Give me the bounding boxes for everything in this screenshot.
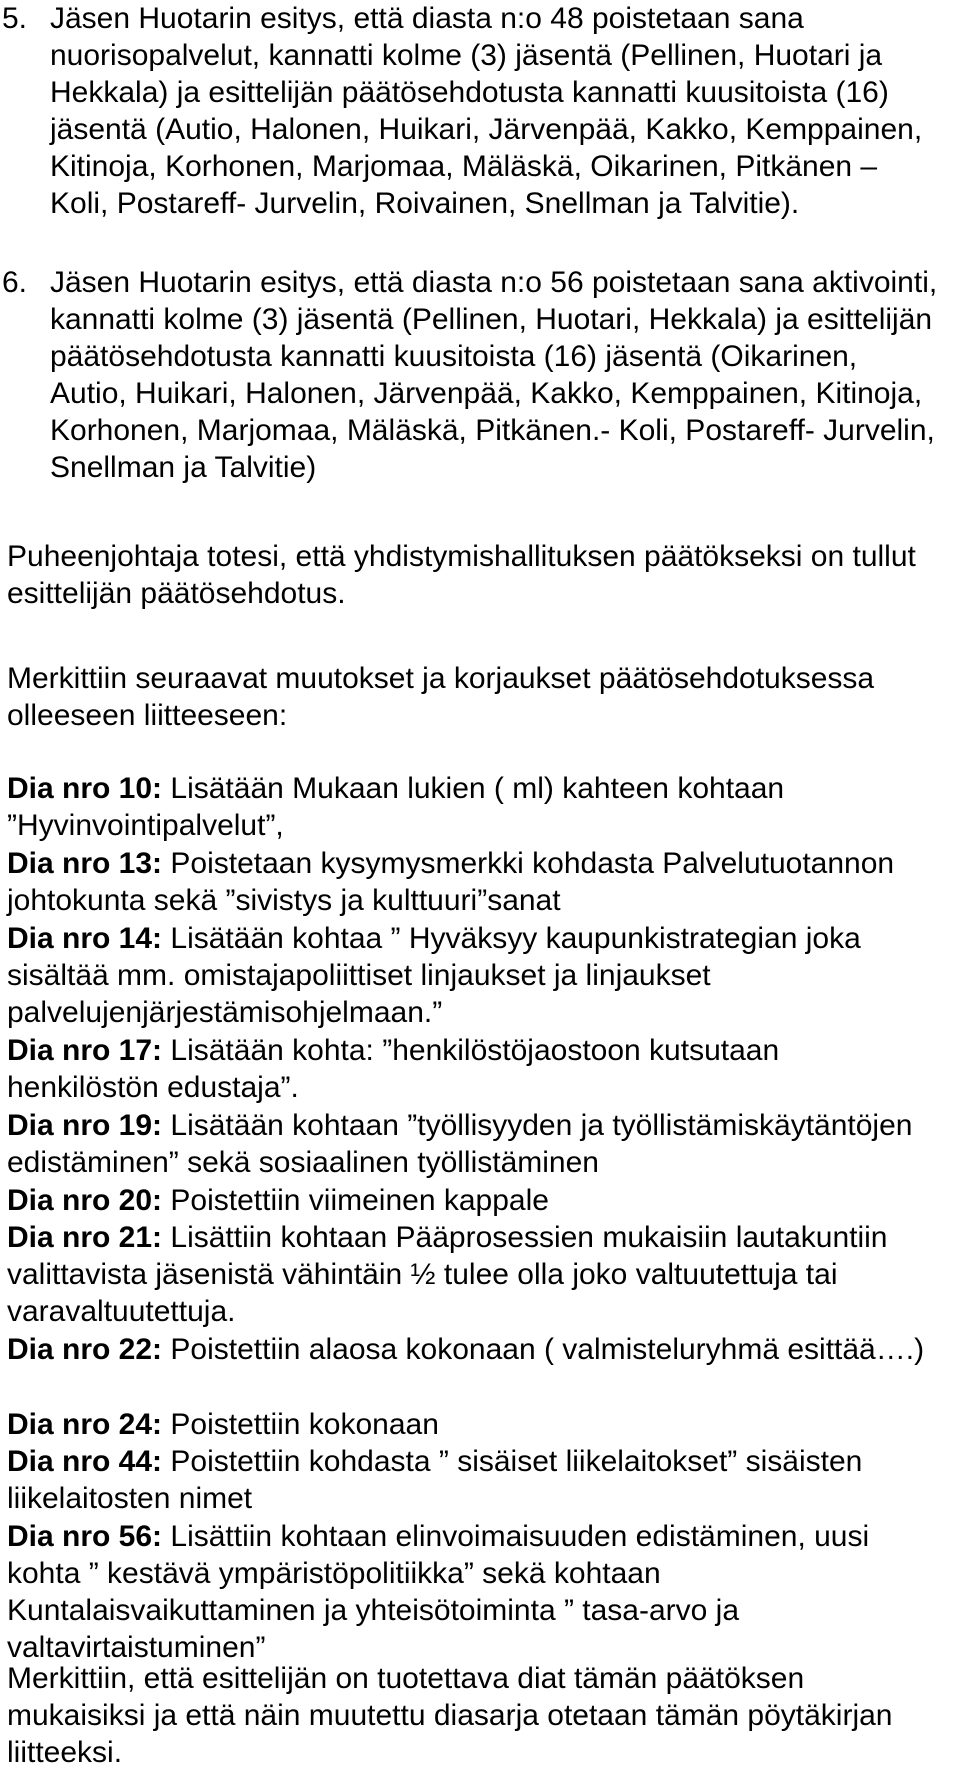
amendment-text: Lisättiin kohtaan Pääprosessien mukaisiin lautakuntiin valittavista jäsenistä vähintäin ½ tulee olla joko valtuutettuja tai varavaltuutettuja.: [7, 1221, 888, 1328]
item-text: Jäsen Huotarin esitys, että diasta n:o 56 poistetaan sana aktivointi, kannatti kolme (3) jäsentä (Pellinen, Huotari, Hekkala) ja esittelijän päätösehdotusta kannatti kuusitoista (16) jäsentä (Oikarinen, Autio, Huikari, Halonen, Järvenpää, Kakko, Kemppainen, Kitinoja, Korhonen, Marjomaa, Mäläskä, Pitkänen.- Koli, Postareff- Jurvelin, Snellman ja Talvitie): [50, 266, 938, 484]
amendment-label: Dia nro 20:: [7, 1184, 163, 1217]
amendment-text: Lisätään Mukaan lukien ( ml) kahteen kohtaan ”Hyvinvointipalvelut”,: [7, 772, 785, 842]
amendment-text: Poistettiin kohdasta ” sisäiset liikelaitokset” sisäisten liikelaitosten nimet: [7, 1445, 863, 1515]
amendment-label: Dia nro 10:: [7, 772, 163, 805]
amendment-slide-56: [7, 1518, 937, 1666]
amendment-text: Lisätään kohta: ”henkilöstöjaostoon kutsutaan henkilöstön edustaja”.: [7, 1034, 780, 1104]
amendment-label: Dia nro 22:: [7, 1333, 163, 1366]
amendment-slide-10: [7, 770, 937, 844]
vote-item-6: [2, 264, 940, 486]
amendment-text: Lisätään kohtaan ”työllisyyden ja työllistämiskäytäntöjen edistäminen” sekä sosiaalinen työllistäminen: [7, 1109, 913, 1179]
amendment-label: Dia nro 13:: [7, 847, 163, 880]
amendment-slide-14: [7, 920, 937, 1031]
amendment-slide-19: [7, 1107, 937, 1181]
amendment-label: Dia nro 24:: [7, 1408, 163, 1441]
amendment-label: Dia nro 21:: [7, 1221, 163, 1254]
amendment-slide-17: [7, 1032, 937, 1106]
amendment-slide-22: [7, 1331, 937, 1368]
decision-paragraph: Puheenjohtaja totesi, että yhdistymishallituksen päätökseksi on tullut esittelijän päätösehdotus.: [7, 540, 916, 610]
amendment-slide-13: [7, 845, 937, 919]
amendment-text: Lisättiin kohtaan elinvoimaisuuden edistäminen, uusi kohta ” kestävä ympäristöpolitiikka” sekä kohtaan Kuntalaisvaikuttaminen ja yhteisötoiminta ” tasa-arvo ja valtavirtaistuminen”: [7, 1520, 870, 1664]
amendment-label: Dia nro 14:: [7, 922, 163, 955]
amendment-text: Poistettiin kokonaan: [170, 1408, 439, 1441]
item-text: Jäsen Huotarin esitys, että diasta n:o 48 poistetaan sana nuorisopalvelut, kannatti kolme (3) jäsentä (Pellinen, Huotari ja Hekkala) ja esittelijän päätösehdotusta kannatti kuusitoista (16) jäsentä (Autio, Halonen, Huikari, Järvenpää, Kakko, Kemppainen, Kitinoja, Korhonen, Marjomaa, Mäläskä, Oikarinen, Pitkänen – Koli, Postareff- Jurvelin, Roivainen, Snellman ja Talvitie).: [50, 2, 923, 220]
amendment-label: Dia nro 19:: [7, 1109, 163, 1142]
amendment-label: Dia nro 56:: [7, 1520, 163, 1553]
amendment-slide-44: [7, 1443, 937, 1517]
amendments-intro: Merkittiin seuraavat muutokset ja korjaukset päätösehdotuksessa olleeseen liitteeseen:: [7, 662, 875, 732]
amendment-slide-20: [7, 1182, 937, 1219]
amendment-label: Dia nro 17:: [7, 1034, 163, 1067]
item-number: 5.: [2, 2, 28, 35]
amendment-text: Poistetaan kysymysmerkki kohdasta Palvelutuotannon johtokunta sekä ”sivistys ja kulttuuri”sanat: [7, 847, 895, 917]
amendment-slide-21: [7, 1219, 937, 1330]
item-number: 6.: [2, 266, 28, 299]
amendment-text: Lisätään kohtaa ” Hyväksyy kaupunkistrategian joka sisältää mm. omistajapoliittiset linjaukset ja linjaukset palvelujenjärjestämisohjelmaan.”: [7, 922, 861, 1029]
amendment-text: Poistettiin viimeinen kappale: [170, 1184, 549, 1217]
closing-paragraph: Merkittiin, että esittelijän on tuotettava diat tämän päätöksen mukaisiksi ja että näin muutettu diasarja otetaan tämän pöytäkirjan liitteeksi.: [7, 1662, 893, 1769]
amendment-text: Poistettiin alaosa kokonaan ( valmisteluryhmä esittää….): [170, 1333, 925, 1366]
amendment-label: Dia nro 44:: [7, 1445, 163, 1478]
amendment-slide-24: [7, 1406, 937, 1443]
vote-item-5: [2, 0, 940, 222]
